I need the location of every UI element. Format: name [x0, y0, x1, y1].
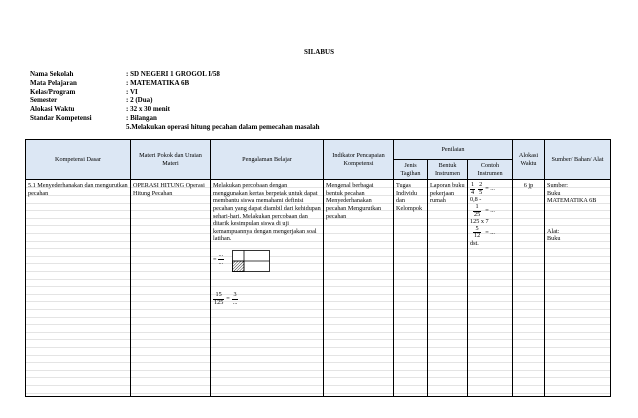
info-label: Mata Pelajaran — [30, 78, 77, 87]
page-title: SILABUS — [304, 48, 334, 56]
info-value: : MATEMATIKA 6B — [126, 78, 190, 87]
grid-shape-icon — [232, 250, 270, 272]
fraction-a — [218, 252, 225, 266]
cell-contoh — [468, 180, 513, 397]
contoh-op: = ... — [485, 185, 495, 193]
contoh-line: 125 x 7 — [470, 218, 489, 226]
contoh-op: = ... — [485, 229, 495, 237]
contoh-line — [470, 182, 510, 196]
cell-materi: OPERASI HITUNG Operasi Hitung Pecahan — [131, 180, 211, 397]
cell-sumber: Sumber: Buku MATEMATIKA 6B Alat: Buku — [545, 180, 611, 397]
contoh-line: 0,8 - — [470, 196, 482, 204]
info-row — [30, 70, 320, 79]
contoh-frac-3-den: 25 — [474, 210, 481, 218]
cell-pengalaman — [211, 180, 324, 397]
fraction-a-num: ... — [218, 251, 224, 259]
header-jenis: Jenis Tagihan — [394, 160, 428, 180]
header-indikator: Indikator Pencapaian Kompetensi — [324, 140, 394, 180]
header-sumber: Sumber/ Bahan/ Alat — [545, 140, 611, 180]
info-row — [30, 96, 320, 105]
info-row — [30, 114, 320, 123]
contoh-frac-1 — [470, 182, 475, 196]
info-value: : 2 (Dua) — [126, 96, 153, 105]
info-label: Standar Kompetensi — [30, 113, 92, 122]
fraction-b — [213, 292, 224, 306]
contoh-op: = ... — [485, 207, 495, 215]
info-row — [30, 88, 320, 97]
fraction-c — [232, 292, 239, 306]
equals-sign: = — [226, 295, 230, 303]
cell-alokasi: 6 jp — [513, 180, 545, 397]
contoh-line: dst. — [470, 239, 479, 247]
equals-sign: = — [213, 255, 217, 263]
info-value: : 32 x 30 menit — [126, 105, 170, 114]
contoh-frac-3-num: 1 — [473, 204, 481, 212]
info-label: Alokasi Waktu — [30, 105, 75, 114]
cell-bentuk: Laporan buku pekerjaan rumah — [428, 180, 468, 397]
info-value: : SD NEGERI 1 GROGOL I/58 — [126, 70, 220, 78]
header-alokasi: Alokasi Waktu — [513, 140, 545, 180]
contoh-frac-4-num: 5 — [473, 226, 481, 234]
fraction-c-num: 3 — [233, 290, 237, 298]
contoh-line — [470, 204, 510, 218]
fraction-b-den: 125 — [214, 298, 224, 306]
contoh-frac-2-den: 5 — [479, 188, 483, 196]
info-row — [30, 105, 320, 114]
header-materi: Materi Pokok dan Uraian Materi — [131, 140, 211, 180]
contoh-frac-2 — [478, 182, 483, 196]
info-label: Kelas/Program — [30, 87, 76, 96]
contoh-frac-4-den: 12 — [474, 232, 481, 240]
contoh-frac-1-den: 4 — [471, 188, 475, 196]
cell-indikator: Mengenal berbagai bentuk pecahan Menyederhanakan pecahan Mengurutkan pecahan — [324, 180, 394, 397]
contoh-frac-1-num: 1 — [471, 181, 475, 189]
info-label: Semester — [30, 96, 58, 105]
cell-jenis: Tugas Individu dan Kelompok — [394, 180, 428, 397]
header-contoh: Contoh Instrumen — [468, 160, 513, 180]
contoh-frac-2-num: 2 — [479, 181, 483, 189]
fraction-b-num: 15 — [213, 292, 224, 300]
fraction-c-den: ... — [232, 298, 238, 306]
info-row — [30, 79, 320, 88]
fraction-equation — [213, 292, 321, 306]
header-bentuk: Bentuk Instrumen — [428, 160, 468, 180]
info-value: : Bilangan — [126, 113, 157, 122]
syllabus-table — [25, 139, 611, 397]
competency-detail: 5.Melakukan operasi hitung pecahan dalam pemecahan masalah — [126, 122, 320, 131]
header-kompetensi-dasar: Kompetensi Dasar — [26, 140, 131, 180]
contoh-line — [470, 226, 510, 240]
school-info — [30, 70, 320, 132]
header-penilaian: Penilaian — [394, 140, 513, 160]
contoh-frac-4 — [473, 226, 481, 240]
header-pengalaman: Pengalaman Belajar — [211, 140, 324, 180]
info-value: : VI — [126, 87, 138, 96]
pengalaman-text: Melakukan percobaan dengan menggunakan kertas berpetak untuk dapat membantu siswa memahami definisi pecahan yang dapat diambil dari kehidupan sehari-hari. Melakukan percobaan dan ditarik kesimpulan siswa di uji kemampuannya dengan mengerjakan soal latihan. — [213, 182, 321, 243]
cell-kompetensi-dasar: 5.1 Menyederhanakan dan mengurutkan pecahan — [26, 180, 131, 397]
contoh-frac-3 — [473, 204, 481, 218]
fraction-diagram — [213, 247, 321, 272]
info-label: Nama Sekolah — [30, 70, 74, 78]
fraction-a-den: ... — [218, 258, 224, 266]
